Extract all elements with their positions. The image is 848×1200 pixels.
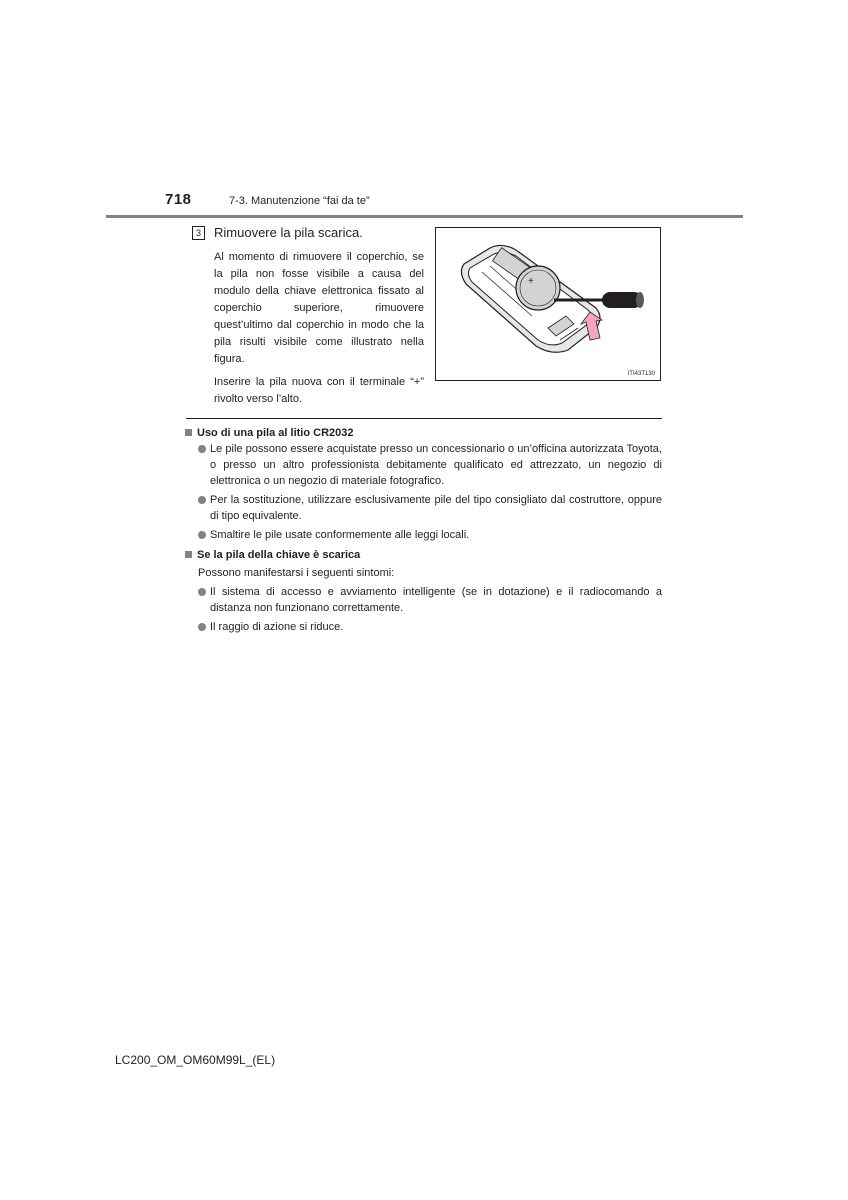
footer-document-code: LC200_OM_OM60M99L_(EL) <box>115 1053 276 1067</box>
step-title: Rimuovere la pila scarica. <box>214 225 363 240</box>
note-heading-text: Se la pila della chiave è scarica <box>197 549 361 561</box>
step-body <box>214 249 424 414</box>
page-number: 718 <box>165 191 192 208</box>
section-divider <box>186 418 662 419</box>
note-list <box>185 584 662 635</box>
key-fob-drawing <box>436 228 662 382</box>
bullet-icon <box>198 531 206 539</box>
step-paragraph: Inserire la pila nuova con il terminale “+” rivolto verso l’alto. <box>214 376 424 405</box>
list-item <box>185 441 662 489</box>
key-battery-illustration <box>435 227 661 381</box>
step-number-box: 3 <box>192 226 205 240</box>
header-rule <box>106 215 743 218</box>
bullet-icon <box>198 623 206 631</box>
bullet-icon <box>198 588 206 596</box>
screwdriver-end <box>636 292 644 308</box>
list-item-text: Il sistema di accesso e avviamento intelligente (se in dotazione) e il radiocomando a distanza non funzionano correttamente. <box>210 586 662 614</box>
list-item-text: Le pile possono essere acquistate presso un concessionario o un’officina autorizzata Toyota, o presso un altro professionista debitamente qualificato ed attrezzato, un negozio di elettronica o un negozio di materiale fotografico. <box>210 443 662 487</box>
bullet-icon <box>198 496 206 504</box>
list-item <box>185 619 662 635</box>
bullet-icon <box>198 445 206 453</box>
note-heading-text: Uso di una pila al litio CR2032 <box>197 427 354 439</box>
battery-coin <box>516 266 560 310</box>
figure-code: ITI43T130 <box>627 371 655 377</box>
list-item <box>185 492 662 524</box>
notes-section <box>185 425 662 639</box>
note-intro: Possono manifestarsi i seguenti sintomi: <box>198 567 395 579</box>
step-paragraph: Al momento di rimuovere il coperchio, se la pila non fosse visibile a causa del modulo della chiave elettronica fissato al coperchio superiore, rimuovere quest’ultimo dal coperchio in modo che la pila risulti visibile come illustrato nella figura. <box>214 251 424 365</box>
list-item <box>185 527 662 543</box>
note-heading <box>185 547 662 563</box>
square-bullet-icon <box>185 429 192 436</box>
list-item <box>185 584 662 616</box>
square-bullet-icon <box>185 551 192 558</box>
list-item-text: Il raggio di azione si riduce. <box>210 621 344 633</box>
section-title: 7-3. Manutenzione “fai da te” <box>229 195 370 207</box>
note-list <box>185 441 662 543</box>
battery-plus-mark: + <box>528 276 534 287</box>
list-item-text: Smaltire le pile usate conformemente alle leggi locali. <box>210 529 470 541</box>
note-heading <box>185 425 662 441</box>
list-item-text: Per la sostituzione, utilizzare esclusivamente pile del tipo consigliato dal costruttore, oppure di tipo equivalente. <box>210 494 662 522</box>
